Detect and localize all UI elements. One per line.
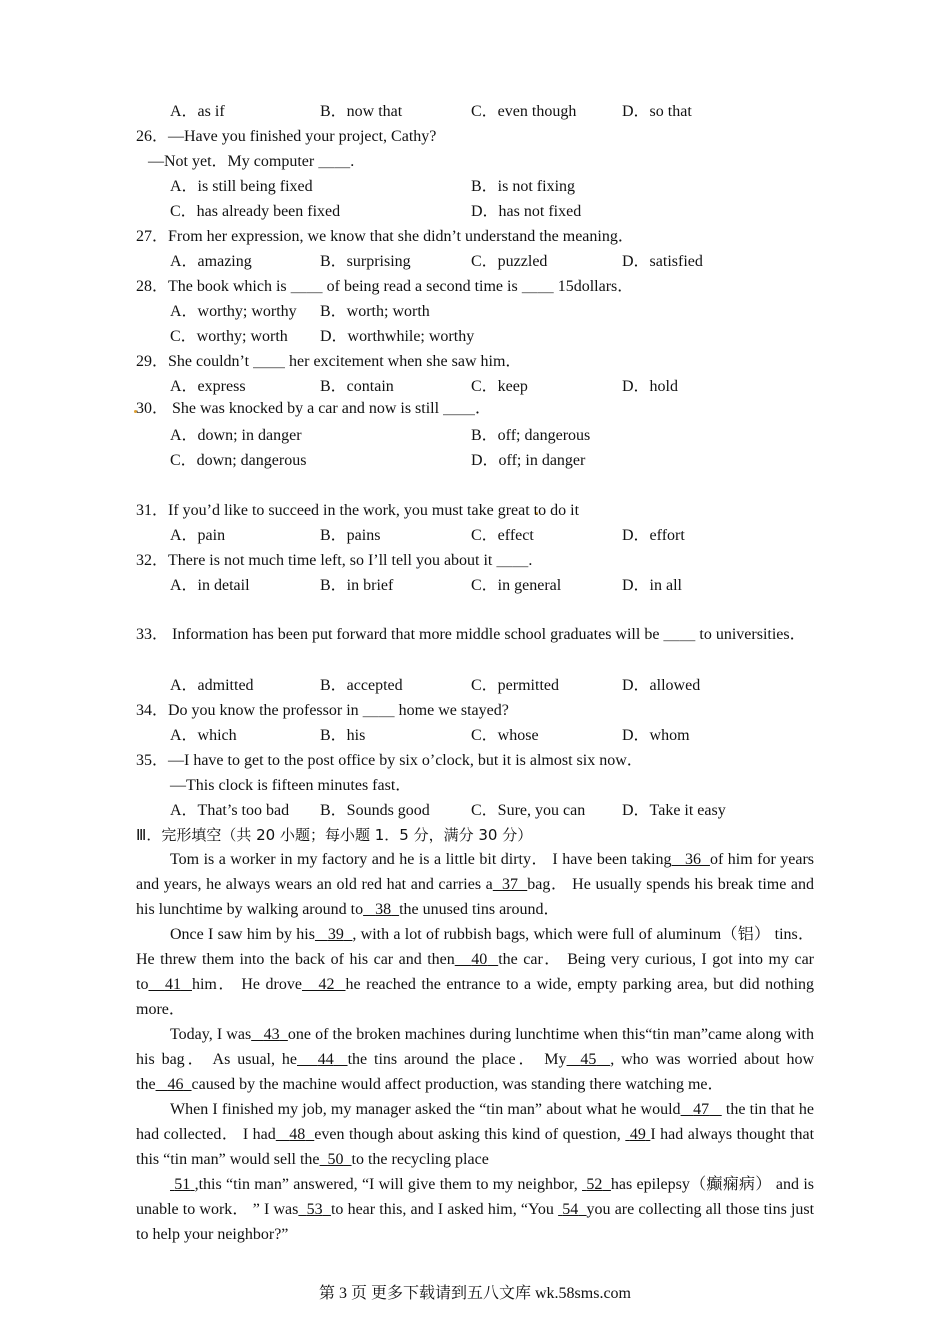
page-footer: 第 3 页 更多下载请到五八文库 wk.58sms.com xyxy=(318,1285,631,1302)
option: C．worthy; worth xyxy=(170,328,288,345)
paragraph xyxy=(136,922,814,1022)
question-stem: 35．—I have to get to the post office by six o’clock, but it is almost six now． xyxy=(136,752,643,769)
question-stem: 26．—Have you finished your project, Cathy? xyxy=(136,128,437,145)
option: A．That’s too bad xyxy=(170,802,290,819)
option: C．down; dangerous xyxy=(170,452,307,469)
option: A．amazing xyxy=(170,253,252,270)
blank-39: 39 xyxy=(327,926,344,943)
text: one of the broken machines during lunchtime when this“tin man”came along with his bag． As usual, he xyxy=(136,1026,814,1068)
question-stem: 34．Do you know the professor in ＿＿ home we stayed? xyxy=(136,702,509,719)
blank-49: 49 xyxy=(629,1126,646,1143)
option: D．whom xyxy=(622,727,690,744)
option: D．hold xyxy=(622,378,679,395)
blank-48: 48 xyxy=(289,1126,306,1143)
option: A．is still being fixed xyxy=(170,178,313,195)
text: When I finished my job, my manager asked the “tin man” about what he would xyxy=(170,1101,681,1118)
option: A．worthy; worthy xyxy=(170,303,297,320)
option: B．in brief xyxy=(320,577,394,594)
blank-37: 37 xyxy=(502,876,519,893)
blank-53: 53 xyxy=(306,1201,323,1218)
option: B．worth; worth xyxy=(320,303,430,320)
blank-45: 45 xyxy=(580,1051,597,1068)
text: to the recycling place xyxy=(351,1151,489,1168)
option: A．pain xyxy=(170,527,226,544)
option: D．satisfied xyxy=(622,253,703,270)
paragraph xyxy=(136,1022,814,1097)
option: D．effort xyxy=(622,527,685,544)
option: B．now that xyxy=(320,103,403,120)
option: B．his xyxy=(320,727,366,744)
text: caused by the machine would affect production, was standing there watching me． xyxy=(191,1076,724,1093)
text: , with a lot of rubbish bags, which were full of aluminum（铝） tins． He threw them into the back of his car and then xyxy=(136,926,815,968)
text: he reached the entrance to a wide, empty parking area, but did nothing more． xyxy=(136,976,815,1018)
blank-54: 54 xyxy=(562,1201,579,1218)
option: A．express xyxy=(170,378,246,395)
option: B．contain xyxy=(320,378,394,395)
text: Today, I was xyxy=(170,1026,252,1043)
option: B．Sounds good xyxy=(320,802,430,819)
cloze-passage xyxy=(136,847,814,1247)
text: to hear this, and I asked him, “You xyxy=(330,1201,554,1218)
text: you are collecting all those tins just to help your neighbor?” xyxy=(136,1201,815,1243)
question-stem: 30． She was knocked by a car and now is still ＿＿． xyxy=(136,400,492,417)
option: B．is not fixing xyxy=(471,178,576,195)
text: the unused tins around． xyxy=(399,901,560,918)
option: A．in detail xyxy=(170,577,250,594)
paragraph xyxy=(136,847,814,922)
text: Once I saw him by his xyxy=(170,926,315,943)
text: I had always thought that this “tin man” would sell the xyxy=(136,1126,815,1168)
option: C．in general xyxy=(471,577,562,594)
option: C．Sure, you can xyxy=(471,802,586,819)
blank-43: 43 xyxy=(263,1026,280,1043)
text: the tin that he had collected． I had xyxy=(136,1101,815,1143)
option: B．pains xyxy=(320,527,381,544)
option: D．in all xyxy=(622,577,682,594)
blank-51: 51 xyxy=(174,1176,191,1193)
dialogue-reply: —This clock is fifteen minutes fast． xyxy=(170,777,412,794)
text: the tins around the place． My xyxy=(347,1051,567,1068)
text: ,this “tin man” answered, “I will give them to my neighbor, xyxy=(194,1176,578,1193)
blank-42: 42 xyxy=(318,976,335,993)
option: D．allowed xyxy=(622,677,701,694)
option: A．down; in danger xyxy=(170,427,302,444)
paragraph xyxy=(136,1172,814,1247)
blank-46: 46 xyxy=(167,1076,184,1093)
question-stem: 32．There is not much time left, so I’ll tell you about it ＿＿. xyxy=(136,552,533,569)
question-stem: 28．The book which is ＿＿ of being read a second time is ＿＿ 15dollars． xyxy=(136,278,634,295)
option: C．effect xyxy=(471,527,534,544)
option: B．surprising xyxy=(320,253,411,270)
text: bag． He usually spends his break time and his lunchtime by walking around to xyxy=(136,876,815,918)
option: D．off; in danger xyxy=(471,452,586,469)
section-title: Ⅲ．完形填空（共 20 小题；每小题 1．5 分，满分 30 分） xyxy=(136,826,533,844)
blank-38: 38 xyxy=(375,901,392,918)
option: B．off; dangerous xyxy=(471,427,591,444)
text: the car． Being very curious, I got into my car to xyxy=(136,951,815,993)
question-stem: 27．From her expression, we know that she didn’t understand the meaning． xyxy=(136,228,634,245)
option: C．keep xyxy=(471,378,528,395)
option: C．has already been fixed xyxy=(170,203,341,220)
option: C．puzzled xyxy=(471,253,548,270)
option: A．as if xyxy=(170,103,225,120)
paragraph xyxy=(136,1097,814,1172)
option: D．so that xyxy=(622,103,692,120)
option: C．whose xyxy=(471,727,539,744)
option: C．even though xyxy=(471,103,577,120)
blank-52: 52 xyxy=(586,1176,603,1193)
option: C．permitted xyxy=(471,677,559,694)
dialogue-reply: —Not yet．My computer ＿＿. xyxy=(148,153,355,170)
option: A．which xyxy=(170,727,237,744)
blank-50: 50 xyxy=(327,1151,344,1168)
text: of him for years and years, he always wears an old red hat and carries a xyxy=(136,851,815,893)
text: Tom is a worker in my factory and he is a little bit dirty． I have been taking xyxy=(170,851,672,868)
option: D．Take it easy xyxy=(622,802,726,819)
question-stem: 33． Information has been put forward that more middle school graduates will be ＿＿ to universities． xyxy=(136,626,806,643)
blank-41: 41 xyxy=(164,976,181,993)
blank-40: 40 xyxy=(471,951,488,968)
option: D．worthwhile; worthy xyxy=(320,328,475,345)
question-stem: 29．She couldn’t ＿＿ her excitement when she saw him． xyxy=(136,353,522,370)
option: B．accepted xyxy=(320,677,403,694)
option: A．admitted xyxy=(170,677,254,694)
text: him． He drove xyxy=(191,976,302,993)
text: has epilepsy（癫痫病） and is unable to work． ” I was xyxy=(136,1176,814,1218)
blank-47: 47 xyxy=(693,1101,710,1118)
question-stem: 31．If you’d like to succeed in the work, you must take great to do it xyxy=(136,502,580,519)
blank-36: 36 xyxy=(685,851,701,868)
text: , who was worried about how the xyxy=(136,1051,815,1093)
blank-44: 44 xyxy=(317,1051,334,1068)
text: even though about asking this kind of question, xyxy=(314,1126,621,1143)
option: D．has not fixed xyxy=(471,203,582,220)
